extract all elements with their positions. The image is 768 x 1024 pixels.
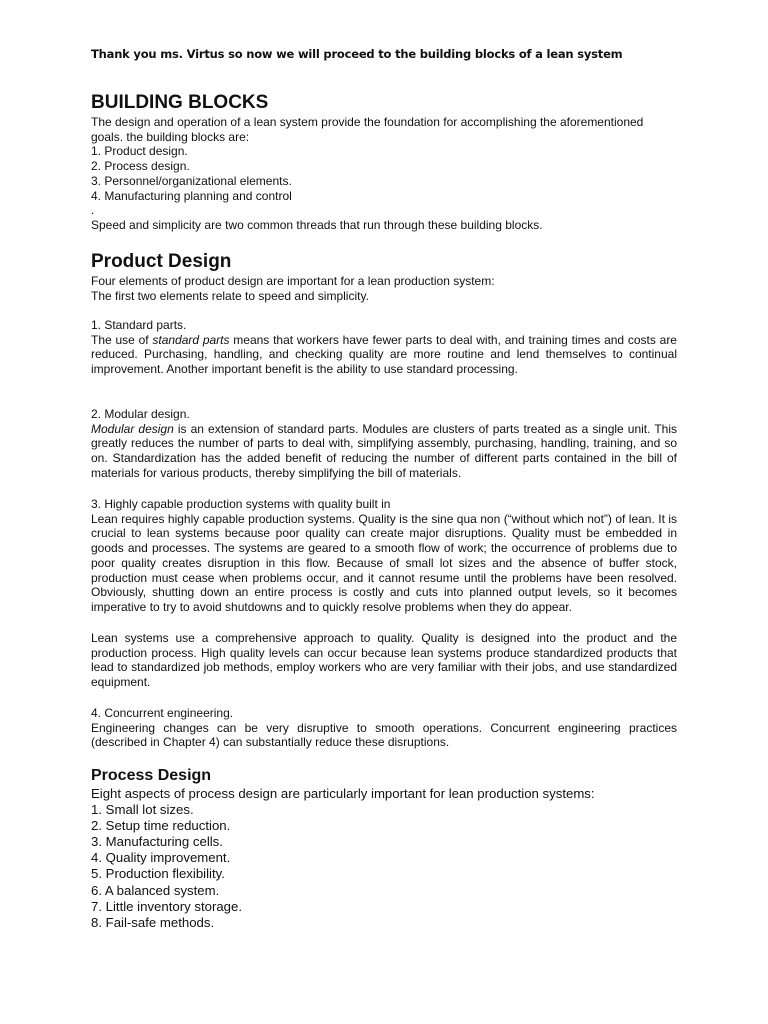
building-block-item: 4. Manufacturing planning and control (91, 188, 292, 203)
concurrent-engineering-title: 4. Concurrent engineering. (91, 706, 234, 720)
standard-parts-body (91, 333, 677, 377)
quality-title: 3. Highly capable production systems with quality built in (91, 497, 391, 511)
process-design-heading: Process Design (91, 767, 212, 784)
stray-dot: . (91, 203, 95, 218)
modular-design-emphasis: Modular design (91, 421, 174, 436)
process-design-section (91, 766, 677, 931)
process-design-item: 8. Fail-safe methods. (91, 914, 215, 930)
standard-parts-title: 1. Standard parts. (91, 318, 187, 332)
process-design-item: 7. Little inventory storage. (91, 898, 243, 914)
concurrent-engineering-block (91, 706, 677, 750)
modular-design-body (91, 422, 677, 481)
building-block-item: 1. Product design. (91, 144, 188, 159)
process-design-lead: Eight aspects of process design are particularly important for lean production systems: (91, 786, 595, 801)
quality-block (91, 497, 677, 615)
modular-design-title: 2. Modular design. (91, 407, 190, 421)
concurrent-engineering-body: Engineering changes can be very disruptive to smooth operations. Concurrent engineering practices (described in Chapter 4) can substantially reduce these disruptions. (91, 720, 677, 750)
intro-line: Thank you ms. Virtus so now we will proceed to the building blocks of a lean system (91, 47, 623, 61)
product-design-lead: Four elements of product design are important for a lean production system: (91, 274, 495, 288)
process-design-item: 3. Manufacturing cells. (91, 834, 223, 850)
process-design-item: 6. A balanced system. (91, 882, 220, 898)
building-block-item: 3. Personnel/organizational elements. (91, 173, 292, 188)
process-design-item: 2. Setup time reduction. (91, 818, 231, 834)
quality-approach-body: Lean systems use a comprehensive approach to quality. Quality is designed into the product and the production process. High quality levels can occur because lean systems produce standardized products that lead to standardized job methods, employ workers who are very familiar with their jobs, and use standardized equipment. (91, 631, 677, 690)
building-blocks-closing: Speed and simplicity are two common threads that run through these building blocks. (91, 217, 543, 232)
product-design-heading: Product Design (91, 251, 232, 272)
product-design-section (91, 251, 677, 303)
product-design-lead-2: The first two elements relate to speed and simplicity. (91, 288, 369, 303)
building-blocks-section (91, 92, 677, 233)
standard-parts-pre: The use of (91, 332, 153, 347)
standard-parts-post: means that workers have fewer parts to deal with, and training times and costs are reduced. Purchasing, handling, and checking quality are more routine and lend themselves to continual improvement. Another important benefit is the ability to use standard processing. (91, 332, 677, 377)
building-block-item: 2. Process design. (91, 159, 190, 174)
modular-design-block (91, 407, 677, 481)
modular-design-post: is an extension of standard parts. Modules are clusters of parts treated as a single unit. This greatly reduces the number of parts to deal with, simplifying assembly, purchasing, handling, training, and so on. Standardization has the added benefit of reducing the number of different parts contained in the bill of materials for various products, thereby simplifying the bill of materials. (91, 421, 677, 480)
process-design-item: 5. Production flexibility. (91, 866, 225, 882)
quality-body: Lean requires highly capable production systems. Quality is the sine qua non (“without which not”) of lean. It is crucial to lean systems because poor quality can create major disruptions. Quality must be embedded in goods and processes. The systems are geared to a smooth flow of work; the occurrence of problems due to poor quality creates disruption in this flow. Because of small lot sizes and the absence of buffer stock, production must cease when problems occur, and it cannot resume until the problems have been resolved. Obviously, shutting down an entire process is costly and cuts into planned output levels, so it becomes imperative to try to avoid shutdowns and to quickly resolve problems when they do appear. (91, 511, 677, 614)
process-design-item: 4. Quality improvement. (91, 850, 231, 866)
process-design-item: 1. Small lot sizes. (91, 802, 194, 818)
building-blocks-heading: BUILDING BLOCKS (91, 92, 269, 113)
building-blocks-intro: The design and operation of a lean system provide the foundation for accomplishing the aforementioned goals. the building blocks are: (91, 115, 644, 144)
standard-parts-block (91, 318, 677, 377)
quality-approach-block (91, 631, 677, 690)
standard-parts-emphasis: standard parts (152, 332, 230, 347)
